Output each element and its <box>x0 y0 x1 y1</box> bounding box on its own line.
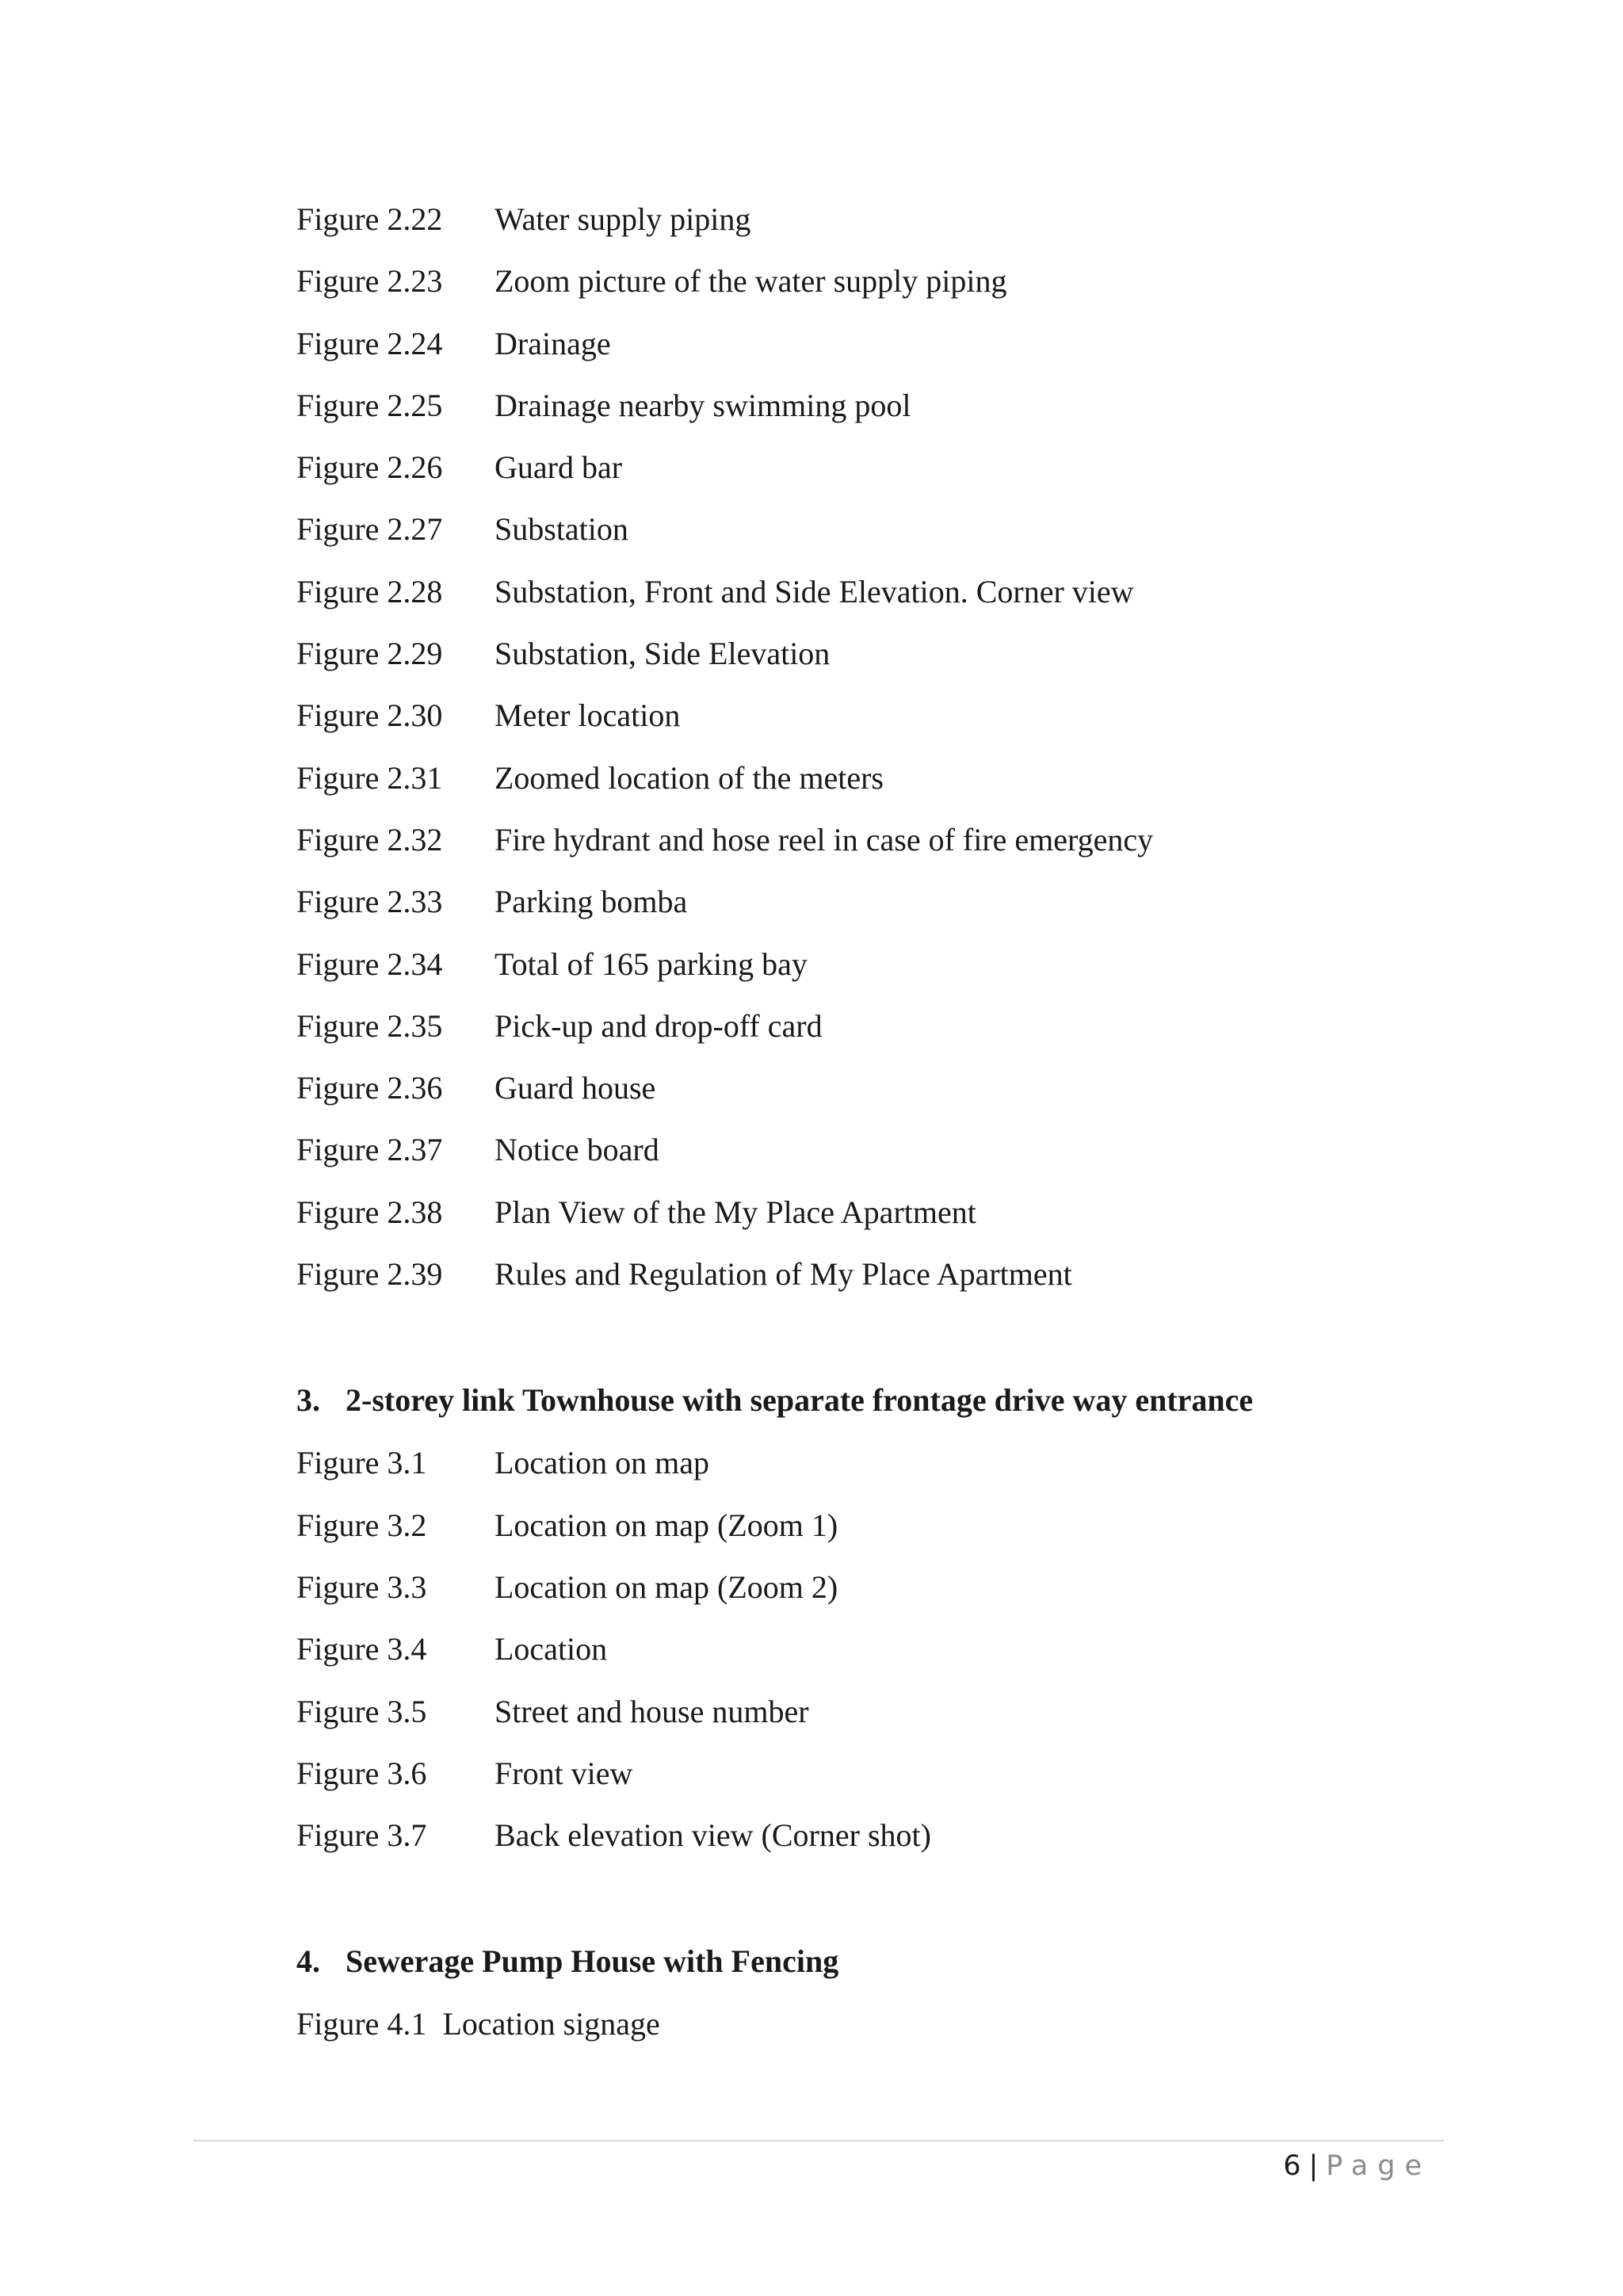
figure-label: Figure 3.7 <box>296 1817 427 1854</box>
figure-label: Figure 2.39 <box>296 1256 443 1293</box>
figure-entry <box>296 375 1533 437</box>
section-number: 4. <box>296 1943 320 1980</box>
section-3 <box>296 1369 1533 1866</box>
figure-caption: Substation, Front and Side Elevation. Corner view <box>495 573 1134 609</box>
figure-caption: Street and house number <box>495 1693 809 1729</box>
figure-label: Figure 2.31 <box>296 759 443 796</box>
figure-caption: Zoom picture of the water supply piping <box>495 263 1007 300</box>
figure-caption: Location on map (Zoom 2) <box>495 1568 838 1605</box>
figure-label: Figure 2.22 <box>296 201 443 237</box>
figure-caption: Location on map <box>495 1445 710 1481</box>
figure-entry <box>296 871 1533 933</box>
figure-caption: Rules and Regulation of My Place Apartment <box>495 1256 1072 1293</box>
figure-caption: Substation, Side Elevation <box>495 636 831 672</box>
figure-entry <box>296 499 1533 560</box>
figure-entry <box>296 1057 1533 1119</box>
figure-entry <box>296 1681 1533 1743</box>
figure-label: Figure 2.35 <box>296 1007 443 1044</box>
figure-label: Figure 3.2 <box>296 1507 427 1543</box>
figure-label: Figure 2.37 <box>296 1132 443 1168</box>
figure-caption: Water supply piping <box>495 201 751 237</box>
figure-label: Figure 4.1 <box>296 2006 427 2042</box>
footer-divider <box>193 2140 1444 2141</box>
figure-entry <box>296 437 1533 499</box>
figure-entry <box>296 685 1533 747</box>
section-2-figure-list <box>296 189 1533 1305</box>
figure-caption: Zoomed location of the meters <box>495 759 884 796</box>
page-footer <box>1283 2146 1431 2186</box>
page-separator: | <box>1308 2150 1319 2182</box>
figure-label: Figure 3.5 <box>296 1693 427 1729</box>
section-spacer <box>296 1305 1533 1369</box>
figure-entry <box>296 747 1533 809</box>
figure-label: Figure 2.30 <box>296 697 443 734</box>
figure-label: Figure 2.29 <box>296 636 443 672</box>
figure-caption: Drainage nearby swimming pool <box>495 387 911 423</box>
page-number: 6 <box>1283 2150 1301 2182</box>
page-word: Page <box>1326 2150 1431 2182</box>
figure-entry <box>296 189 1533 250</box>
figure-entry <box>296 1805 1533 1866</box>
figure-caption: Plan View of the My Place Apartment <box>495 1194 976 1230</box>
list-of-figures <box>296 189 1533 2055</box>
figure-label: Figure 2.32 <box>296 821 443 858</box>
section-title: 2-storey link Townhouse with separate frontage drive way entrance <box>346 1382 1254 1419</box>
figure-caption: Location <box>495 1631 608 1668</box>
figure-caption: Location on map (Zoom 1) <box>495 1507 838 1543</box>
figure-label: Figure 2.27 <box>296 511 443 548</box>
figure-label: Figure 2.24 <box>296 325 443 361</box>
figure-entry <box>296 1182 1533 1244</box>
figure-entry <box>296 1244 1533 1305</box>
figure-caption: Fire hydrant and hose reel in case of fire emergency <box>495 821 1154 858</box>
figure-label: Figure 3.3 <box>296 1568 427 1605</box>
figure-entry <box>296 995 1533 1057</box>
figure-caption: Back elevation view (Corner shot) <box>495 1817 931 1854</box>
figure-label: Figure 3.1 <box>296 1445 427 1481</box>
figure-caption: Notice board <box>495 1132 659 1168</box>
figure-entry <box>296 1119 1533 1181</box>
figure-entry <box>296 934 1533 995</box>
figure-caption: Guard bar <box>495 449 623 486</box>
figure-entry <box>296 1557 1533 1618</box>
figure-caption: Parking bomba <box>495 884 688 920</box>
figure-entry <box>296 1495 1533 1557</box>
section-heading <box>296 1930 1533 1993</box>
figure-entry <box>296 313 1533 375</box>
section-spacer <box>296 1866 1533 1930</box>
figure-entry <box>296 1993 1533 2055</box>
figure-label: Figure 3.6 <box>296 1755 427 1791</box>
figure-entry <box>296 809 1533 871</box>
figure-caption: Pick-up and drop-off card <box>495 1007 823 1044</box>
figure-entry <box>296 1618 1533 1680</box>
figure-caption: Drainage <box>495 325 611 361</box>
section-number: 3. <box>296 1382 320 1419</box>
figure-caption: Front view <box>495 1755 633 1791</box>
figure-label: Figure 2.23 <box>296 263 443 300</box>
figure-label: Figure 2.28 <box>296 573 443 609</box>
figure-label: Figure 2.36 <box>296 1070 443 1106</box>
figure-caption: Meter location <box>495 697 681 734</box>
figure-label: Figure 2.34 <box>296 946 443 982</box>
section-heading <box>296 1369 1533 1432</box>
section-4 <box>296 1930 1533 2055</box>
figure-label: Figure 2.25 <box>296 387 443 423</box>
figure-label: Figure 3.4 <box>296 1631 427 1668</box>
figure-label: Figure 2.33 <box>296 884 443 920</box>
figure-entry <box>296 561 1533 623</box>
figure-entry <box>296 1743 1533 1805</box>
figure-label: Figure 2.26 <box>296 449 443 486</box>
figure-caption: Substation <box>495 511 628 548</box>
figure-caption: Total of 165 parking bay <box>495 946 808 982</box>
figure-label: Figure 2.38 <box>296 1194 443 1230</box>
figure-entry <box>296 1432 1533 1494</box>
figure-caption: Guard house <box>495 1070 656 1106</box>
figure-caption: Location signage <box>442 2006 660 2042</box>
figure-entry <box>296 623 1533 685</box>
section-title: Sewerage Pump House with Fencing <box>346 1943 839 1980</box>
figure-entry <box>296 250 1533 312</box>
